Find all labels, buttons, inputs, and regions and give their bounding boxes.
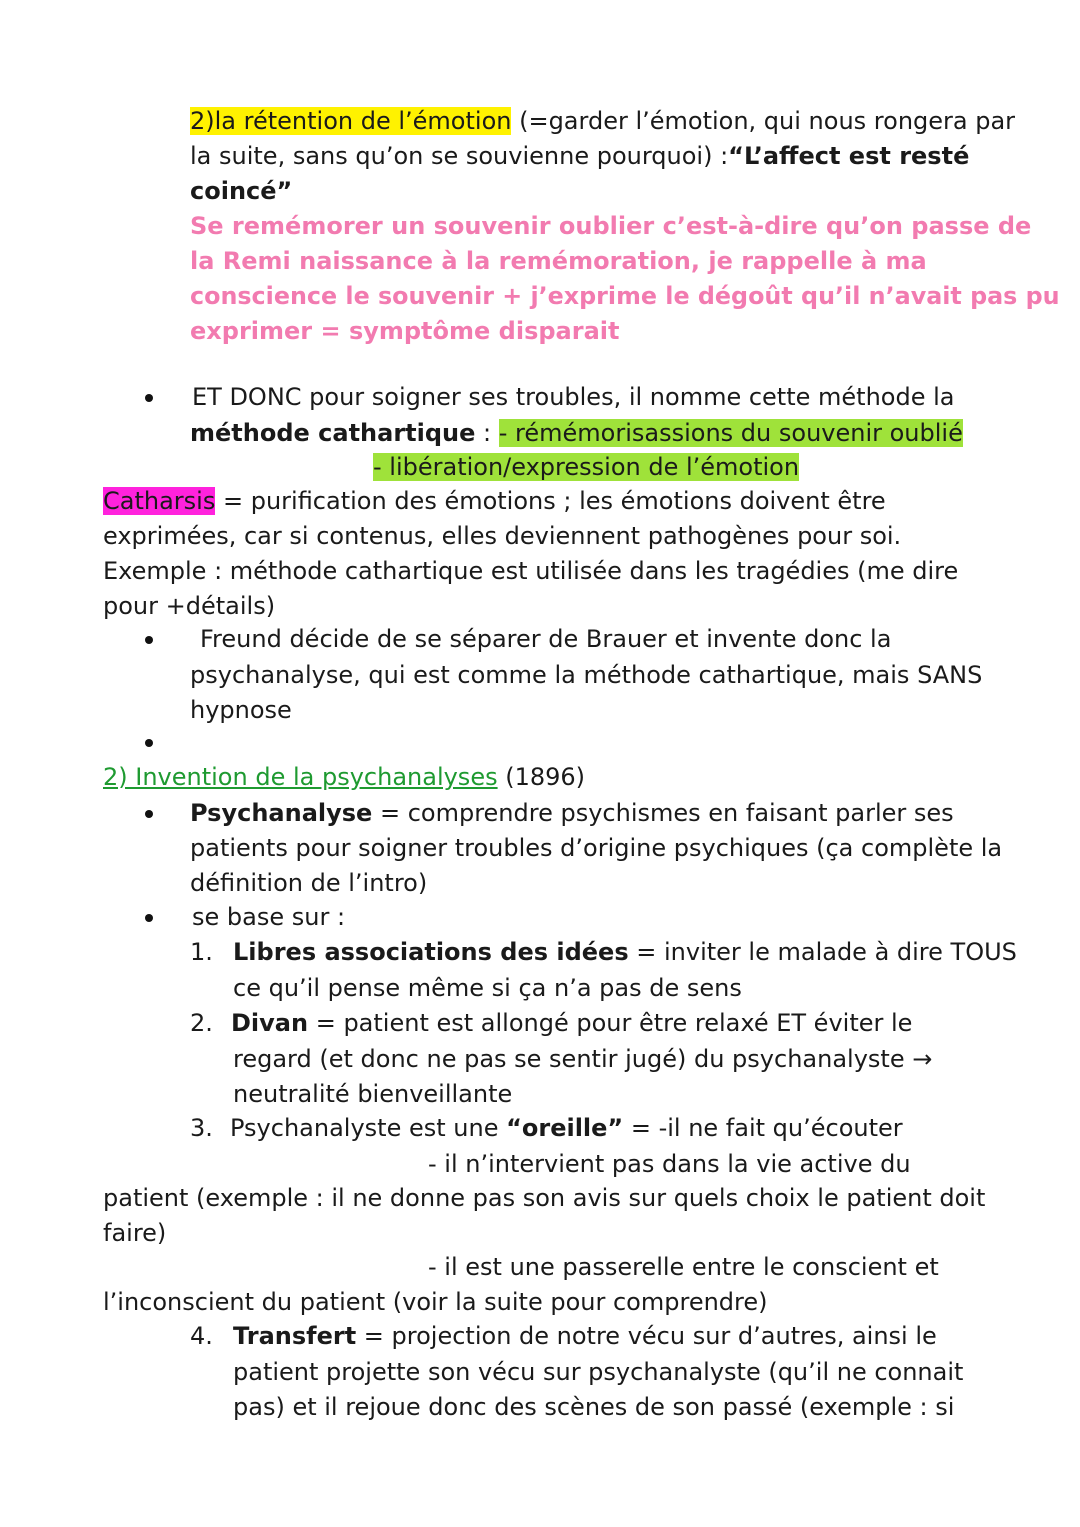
item4-line-2: patient projette son vécu sur psychanalyste (qu’il ne connait bbox=[233, 1358, 964, 1386]
item2-line-2: regard (et donc ne pas se sentir jugé) du psychanalyste → bbox=[233, 1045, 933, 1073]
psychanalyse-term: Psychanalyse bbox=[190, 799, 373, 827]
colon: : bbox=[475, 419, 499, 447]
catharsis-def: = purification des émotions ; les émotions doivent être bbox=[215, 487, 886, 515]
item3-term: “oreille” bbox=[506, 1114, 624, 1142]
freud-line-1: Freund décide de se séparer de Brauer et invente donc la bbox=[200, 625, 892, 653]
methode-cathartique-term: méthode cathartique bbox=[190, 419, 476, 447]
item4-text: = projection de notre vécu sur d’autres, ainsi le bbox=[356, 1322, 937, 1350]
item1-line-1 bbox=[233, 935, 1017, 969]
item4-line-1 bbox=[233, 1319, 937, 1353]
item3-line-2: - il n’intervient pas dans la vie active du bbox=[428, 1150, 911, 1178]
list-number: 1. bbox=[190, 938, 213, 966]
donc-line-1: ET DONC pour soigner ses troubles, il nomme cette méthode la bbox=[192, 383, 955, 411]
psychanalyse-def-text: = comprendre psychismes en faisant parler ses bbox=[372, 799, 954, 827]
catharsis-line-2: exprimées, car si contenus, elles deviennent pathogènes pour soi. bbox=[103, 522, 902, 550]
item2-line-3: neutralité bienveillante bbox=[233, 1080, 513, 1108]
psychanalyse-def-1 bbox=[190, 796, 954, 830]
catharsis-line-3: Exemple : méthode cathartique est utilisée dans les tragédies (me dire bbox=[103, 557, 959, 585]
green-highlight-1: - rémémorisassions du souvenir oublié bbox=[498, 419, 963, 447]
list-number: 2. bbox=[190, 1009, 213, 1037]
retention-text: (=garder l’émotion, qui nous rongera par bbox=[511, 107, 1016, 135]
list-number: 3. bbox=[190, 1114, 213, 1142]
item2-line-1 bbox=[231, 1006, 912, 1040]
base-sur: se base sur : bbox=[192, 903, 346, 931]
catharsis-term: Catharsis bbox=[103, 487, 216, 515]
retention-highlight: 2)la rétention de l’émotion bbox=[190, 107, 512, 135]
item3-line-6: l’inconscient du patient (voir la suite pour comprendre) bbox=[103, 1288, 768, 1316]
psychanalyse-def-3: définition de l’intro) bbox=[190, 869, 428, 897]
item4-line-3: pas) et il rejoue donc des scènes de son passé (exemple : si bbox=[233, 1393, 955, 1421]
item2-text: = patient est allongé pour être relaxé ET éviter le bbox=[308, 1009, 913, 1037]
item3-text-b: = -il ne fait qu’écouter bbox=[623, 1114, 903, 1142]
item4-term: Transfert bbox=[233, 1322, 357, 1350]
bullet-dot bbox=[145, 636, 153, 644]
item3-line-1 bbox=[230, 1111, 903, 1145]
item2-term: Divan bbox=[231, 1009, 309, 1037]
psychanalyse-def-2: patients pour soigner troubles d’origine psychiques (ça complète la bbox=[190, 834, 1003, 862]
section2-year: (1896) bbox=[497, 763, 586, 791]
retention-text-2: la suite, sans qu’on se souvienne pourquoi) : bbox=[190, 142, 729, 170]
retention-line-1 bbox=[190, 104, 1015, 138]
pink-note-2: la Remi naissance à la remémoration, je rappelle à ma bbox=[190, 247, 927, 275]
item3-line-4: faire) bbox=[103, 1219, 167, 1247]
pink-note-1: Se remémorer un souvenir oublier c’est-à-dire qu’on passe de bbox=[190, 212, 1032, 240]
item1-term: Libres associations des idées bbox=[233, 938, 629, 966]
freud-line-3: hypnose bbox=[190, 696, 292, 724]
donc-line-3 bbox=[373, 450, 799, 484]
bullet-dot bbox=[145, 810, 153, 818]
item3-line-3: patient (exemple : il ne donne pas son avis sur quels choix le patient doit bbox=[103, 1184, 986, 1212]
retention-line-2 bbox=[190, 139, 969, 173]
item1-text: = inviter le malade à dire TOUS bbox=[628, 938, 1017, 966]
pink-note-4: exprimer = symptôme disparait bbox=[190, 317, 620, 345]
retention-line-3: coincé” bbox=[190, 177, 293, 205]
pink-note-3: conscience le souvenir + j’exprime le dégoût qu’il n’avait pas pu bbox=[190, 282, 1060, 310]
bullet-dot bbox=[145, 394, 153, 402]
section2-heading bbox=[103, 760, 585, 794]
list-number: 4. bbox=[190, 1322, 213, 1350]
item3-text-a: Psychanalyste est une bbox=[230, 1114, 507, 1142]
freud-line-2: psychanalyse, qui est comme la méthode cathartique, mais SANS bbox=[190, 661, 983, 689]
green-highlight-2: - libération/expression de l’émotion bbox=[373, 453, 800, 481]
item1-line-2: ce qu’il pense même si ça n’a pas de sens bbox=[233, 974, 742, 1002]
affect-quote: “L’affect est resté bbox=[728, 142, 970, 170]
bullet-dot-empty bbox=[145, 739, 153, 747]
item3-line-5: - il est une passerelle entre le conscient et bbox=[428, 1253, 939, 1281]
donc-line-2 bbox=[190, 416, 963, 450]
catharsis-line-4: pour +détails) bbox=[103, 592, 276, 620]
bullet-dot bbox=[145, 914, 153, 922]
section2-title: 2) Invention de la psychanalyses bbox=[103, 763, 498, 791]
catharsis-line-1 bbox=[103, 484, 886, 518]
